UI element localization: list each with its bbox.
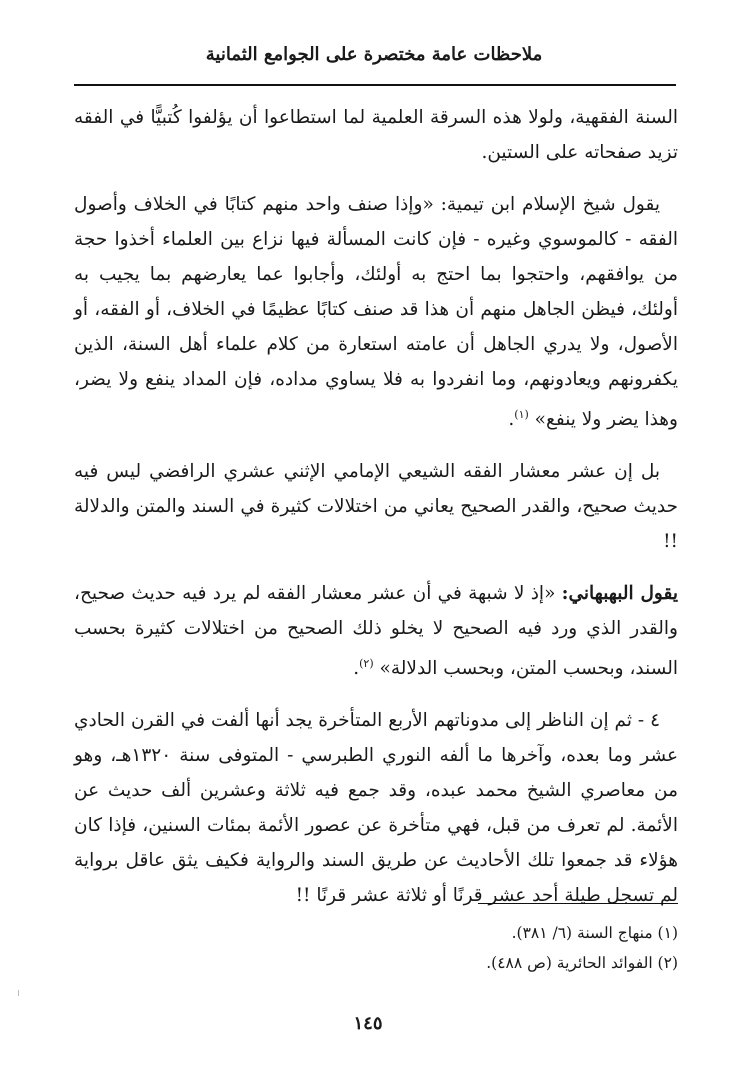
bahbahani-quote: «إذ لا شبهة في أن عشر معشار الفقه لم يرد فيه حديث صحيح، والقدر الذي ورد فيه الصحيح لا يخلو ذلك الصحيح من اختلالات كثيرة بحسب السند، وبحسب المتن، وبحسب الدلالة» <box>74 583 678 680</box>
paragraph-4: يقول البهبهاني: «إذ لا شبهة في أن عشر معشار الفقه لم يرد فيه حديث صحيح، والقدر الذي ورد فيه الصحيح لا يخلو ذلك الصحيح من اختلالات كثيرة بحسب السند، وبحسب المتن، وبحسب الدلالة» $^{(٢)}$. <box>74 583 678 680</box>
footnote-rule <box>478 903 678 904</box>
paragraph-1: السنة الفقهية، ولولا هذه السرقة العلمية لما استطاعوا أن يؤلفوا كُتبيًّا في الفقه تزيد صفحاته على الستين. <box>74 107 678 163</box>
paragraph-3: بل إن عشر معشار الفقه الشيعي الإمامي الإثني عشري الرافضي ليس فيه حديث صحيح، والقدر الصحيح يعاني من اختلالات كثيرة في السند والمتن والدلالة !! <box>74 461 678 553</box>
footnote-2: (٢) الفوائد الحائرية (ص ٤٨٨). <box>486 954 678 972</box>
header-rule <box>74 84 676 86</box>
ibn-taymiyya-quote: «وإذا صنف واحد منهم كتابًا في الخلاف وأصول الفقه - كالموسوي وغيره - فإن كانت المسألة فيها نزاع بين العلماء أخذوا حجة من يوافقهم، واحتجوا بما احتج به أولئك، وأجابوا عما يعارضهم بما يجيب به أولئك، فيظن الجاهل منهم أن هذا قد صنف كتابًا عظيمًا في الخلاف، أو الفقه، أو الأصول، ولا يدري الجاهل أن عامته استعارة من كلام علماء أهل السنة، الذين يكفرونهم ويعادونهم، وما انفردوا به فلا يساوي مداده، فإن المداد ينفع ولا يضر، وهذا يضر ولا ينفع» <box>74 194 678 431</box>
footnote-ref-2: (٢) <box>359 657 374 671</box>
paragraph-2-intro: يقول شيخ الإسلام ابن تيمية: <box>433 194 660 215</box>
speaker-bahbahani: يقول البهبهاني: <box>561 583 678 605</box>
paragraph-5: ٤ - ثم إن الناظر إلى مدوناتهم الأربع المتأخرة يجد أنها ألفت في القرن الحادي عشر وما بعده، وآخرها ما ألفه النوري الطبرسي - المتوفى سنة ١٣٢٠هـ، وهو من معاصري الشيخ محمد عبده، وقد جمع فيه ثلاثة وعشرين ألف حديث عن الأئمة. لم تعرف من قبل، فهي متأخرة عن عصور الأئمة بمئات السنين، فإذا كان هؤلاء قد جمعوا تلك الأحاديث عن طريق السند والرواية فكيف يثق عاقل برواية لم تسجل طيلة أحد عشر قرنًا أو ثلاثة عشر قرنًا !! <box>74 710 678 907</box>
running-header: ملاحظات عامة مختصرة على الجوامع الثمانية <box>205 44 543 65</box>
footnote-1: (١) منهاج السنة (٦/ ٣٨١). <box>511 924 678 942</box>
page-number: ١٤٥ <box>353 1013 383 1034</box>
scan-mark <box>18 990 19 996</box>
footnotes <box>74 918 678 978</box>
footnote-ref-1: (١) <box>514 408 529 421</box>
paragraph-2: يقول شيخ الإسلام ابن تيمية: «وإذا صنف واحد منهم كتابًا في الخلاف وأصول الفقه - كالموسوي وغيره - فإن كانت المسألة فيها نزاع بين العلماء أخذوا حجة من يوافقهم، واحتجوا بما احتج به أولئك، وأجابوا عما يعارضهم بما يجيب به أولئك، فيظن الجاهل منهم أن هذا قد صنف كتابًا عظيمًا في الخلاف، أو الفقه، أو الأصول، ولا يدري الجاهل أن عامته استعارة من كلام علماء أهل السنة، الذين يكفرونهم ويعادونهم، وما انفردوا به فلا يساوي مداده، فإن المداد ينفع ولا يضر، وهذا يضر ولا ينفع» $^{(١)}$. <box>74 194 678 431</box>
main-text <box>74 100 678 930</box>
